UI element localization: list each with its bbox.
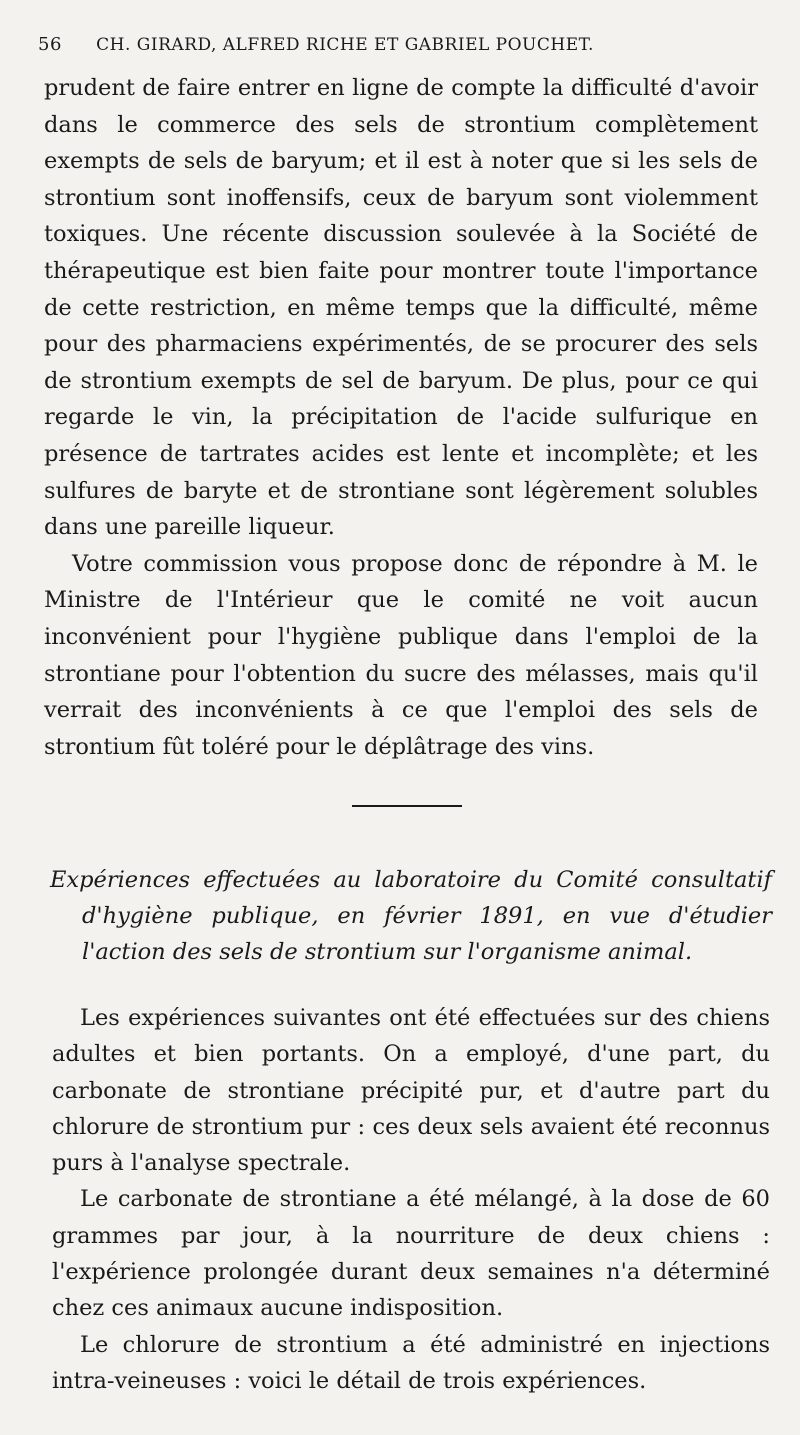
section-divider	[352, 805, 462, 807]
paragraph-chlorure: Le chlorure de strontium a été administré en injections intra-veineuses : voici le détail de trois expériences.	[52, 1331, 770, 1394]
body-top	[44, 70, 758, 765]
paragraph-experiments-intro: Les expériences suivantes ont été effectuées sur des chiens adultes et bien portants. On a employé, d'une part, du carbonate de strontiane précipité pur, et d'autre part du chlorure de strontium pur : ces deux sels avaient été reconnus purs à l'analyse spectrale.	[52, 1005, 770, 1177]
body-bottom	[52, 1000, 770, 1399]
section-heading: Expériences effectuées au laboratoire du Comité consultatif d'hygiène publique, en février 1891, en vue d'étudier l'action des sels de strontium sur l'organisme animal.	[50, 867, 772, 965]
page-number: 56	[38, 34, 62, 55]
running-header	[38, 34, 760, 55]
paragraph-commission: Votre commission vous propose donc de répondre à M. le Ministre de l'Intérieur que le comité ne voit aucun inconvénient pour l'hygiène publique dans l'emploi de la strontiane pour l'obtention du sucre des mélasses, mais qu'il verrait des inconvénients à ce que l'emploi des sels de strontium fût toléré pour le déplâtrage des vins.	[44, 550, 758, 760]
running-title: CH. GIRARD, ALFRED RICHE ET GABRIEL POUCHET.	[96, 35, 594, 55]
paragraph-carbonate: Le carbonate de strontiane a été mélangé, à la dose de 60 grammes par jour, à la nourriture de deux chiens : l'expérience prolongée durant deux semaines n'a déterminé chez ces animaux aucune indisposition.	[52, 1186, 770, 1322]
paragraph-continuation: prudent de faire entrer en ligne de compte la difficulté d'avoir dans le commerce des sels de strontium complètement exempts de sels de baryum; et il est à noter que si les sels de strontium sont inoffensifs, ceux de baryum sont violemment toxiques. Une récente discussion soulevée à la Société de thérapeutique est bien faite pour montrer toute l'importance de cette restriction, en même temps que la difficulté, même pour des pharmaciens expérimentés, de se procurer des sels de strontium exempts de sel de baryum. De plus, pour ce qui regarde le vin, la précipitation de l'acide sulfurique en présence de tartrates acides est lente et incomplète; et les sulfures de baryte et de strontiane sont légèrement solubles dans une pareille liqueur.	[44, 75, 758, 541]
